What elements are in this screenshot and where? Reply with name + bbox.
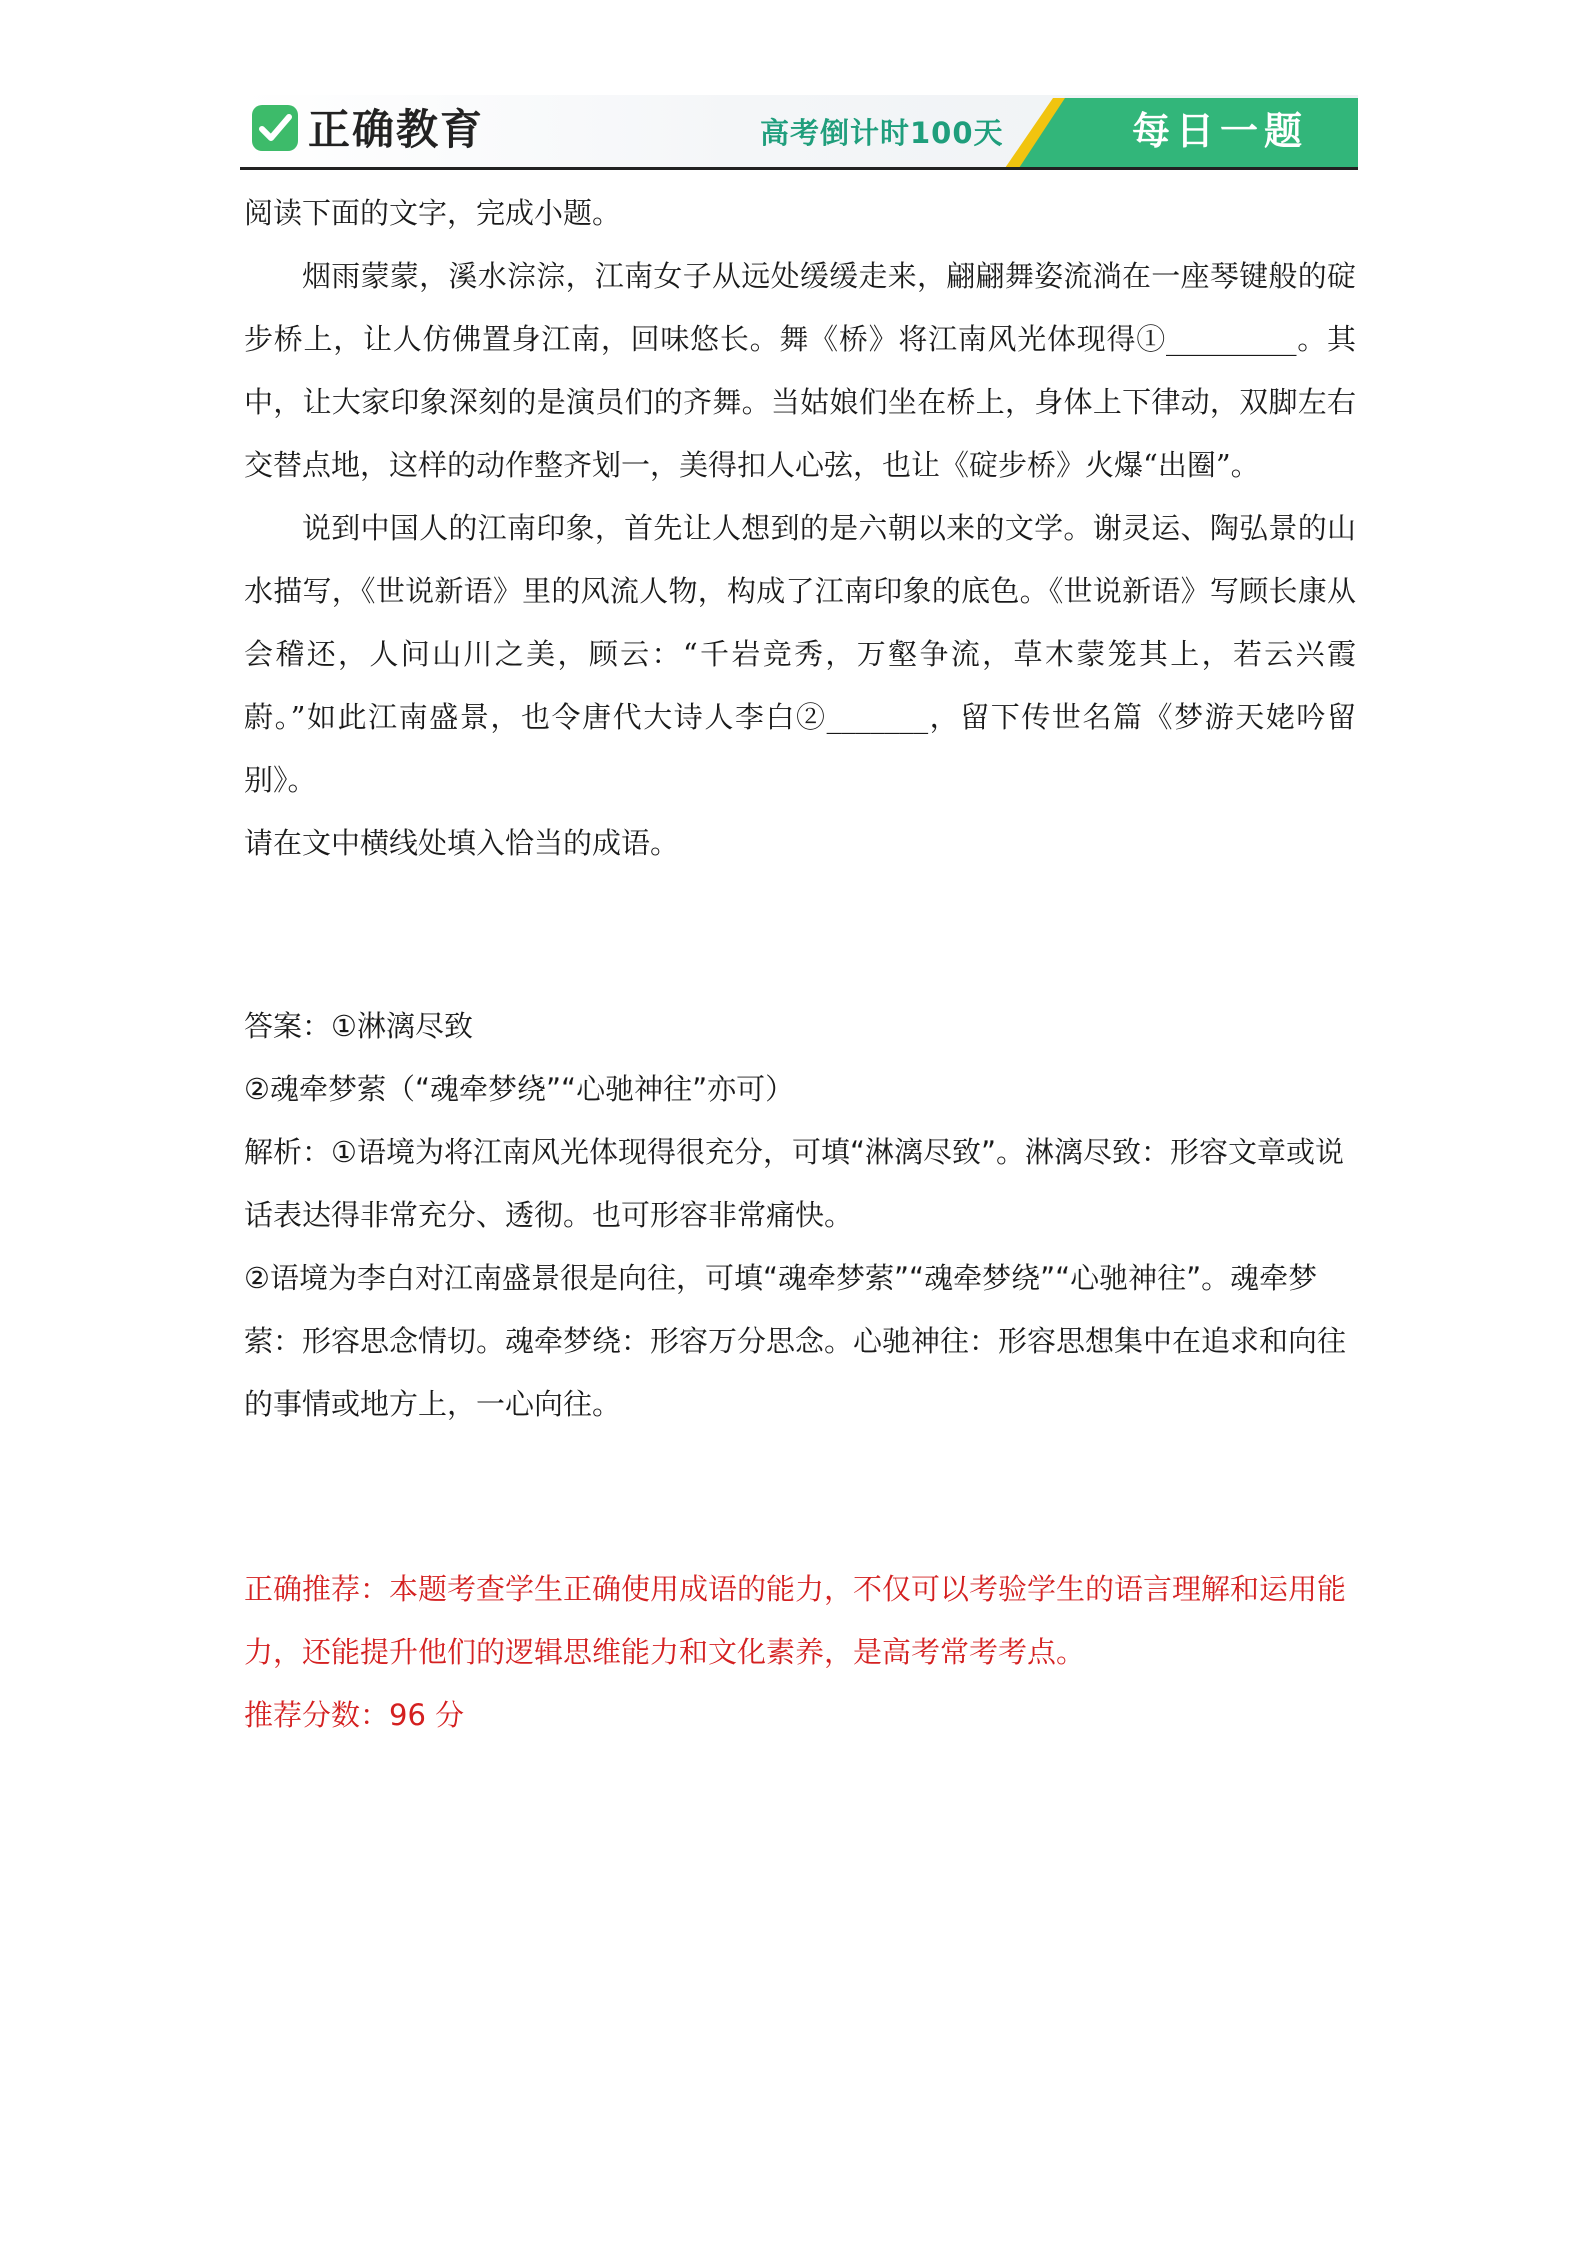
answer-line-1: 答案：①淋漓尽致 [244,1009,473,1043]
recommendation-score: 推荐分数：96 分 [244,1698,465,1732]
checkmark-logo-icon [252,105,298,151]
recommendation-text: 正确推荐：本题考查学生正确使用成语的能力，不仅可以考验学生的语言理解和运用能力，还能提升他们的逻辑思维能力和文化素养，是高考常考考点。 [244,1572,1347,1669]
page-header [240,95,1358,170]
passage-paragraph-1: 烟雨蒙蒙，溪水淙淙，江南女子从远处缓缓走来，翩翩舞姿流淌在一座琴键般的碇步桥上，让人仿佛置身江南，回味悠长。舞《桥》将江南风光体现得①_________。其中，让大家印象深刻的是演员们的齐舞。当姑娘们坐在桥上，身体上下律动，双脚左右交替点地，这样的动作整齐划一，美得扣人心弦，也让《碇步桥》火爆“出圈”。 [244,259,1356,482]
countdown-label: 高考倒计时100天 [760,116,1004,150]
daily-question-label: 每日一题 [1131,109,1308,153]
analysis-paragraph-2: ②语境为李白对江南盛景很是向往，可填“魂牵梦萦”“魂牵梦绕”“心驰神往”。魂牵梦萦：形容思念情切。魂牵梦绕：形容万分思念。心驰神往：形容思想集中在追求和向往的事情或地方上，一心向往。 [244,1261,1347,1421]
brand-name: 正确教育 [308,105,485,154]
header-rule [240,167,1358,170]
analysis-paragraph-1: 解析：①语境为将江南风光体现得很充分，可填“淋漓尽致”。淋漓尽致：形容文章或说话表达得非常充分、透彻。也可形容非常痛快。 [244,1135,1345,1232]
question-instruction: 阅读下面的文字，完成小题。 [244,196,622,230]
question-prompt: 请在文中横线处填入恰当的成语。 [244,826,680,860]
passage-paragraph-2: 说到中国人的江南印象，首先让人想到的是六朝以来的文学。谢灵运、陶弘景的山水描写，《世说新语》里的风流人物，构成了江南印象的底色。《世说新语》写顾长康从会稽还，人问山川之美，顾云：“千岩竞秀，万壑争流，草木蒙笼其上，若云兴霞蔚。”如此江南盛景，也令唐代大诗人李白②_______，留下传世名篇《梦游天姥吟留别》。 [244,511,1356,797]
document-body [244,182,1356,1747]
answer-line-2: ②魂牵梦萦（“魂牵梦绕”“心驰神往”亦可） [244,1072,795,1106]
